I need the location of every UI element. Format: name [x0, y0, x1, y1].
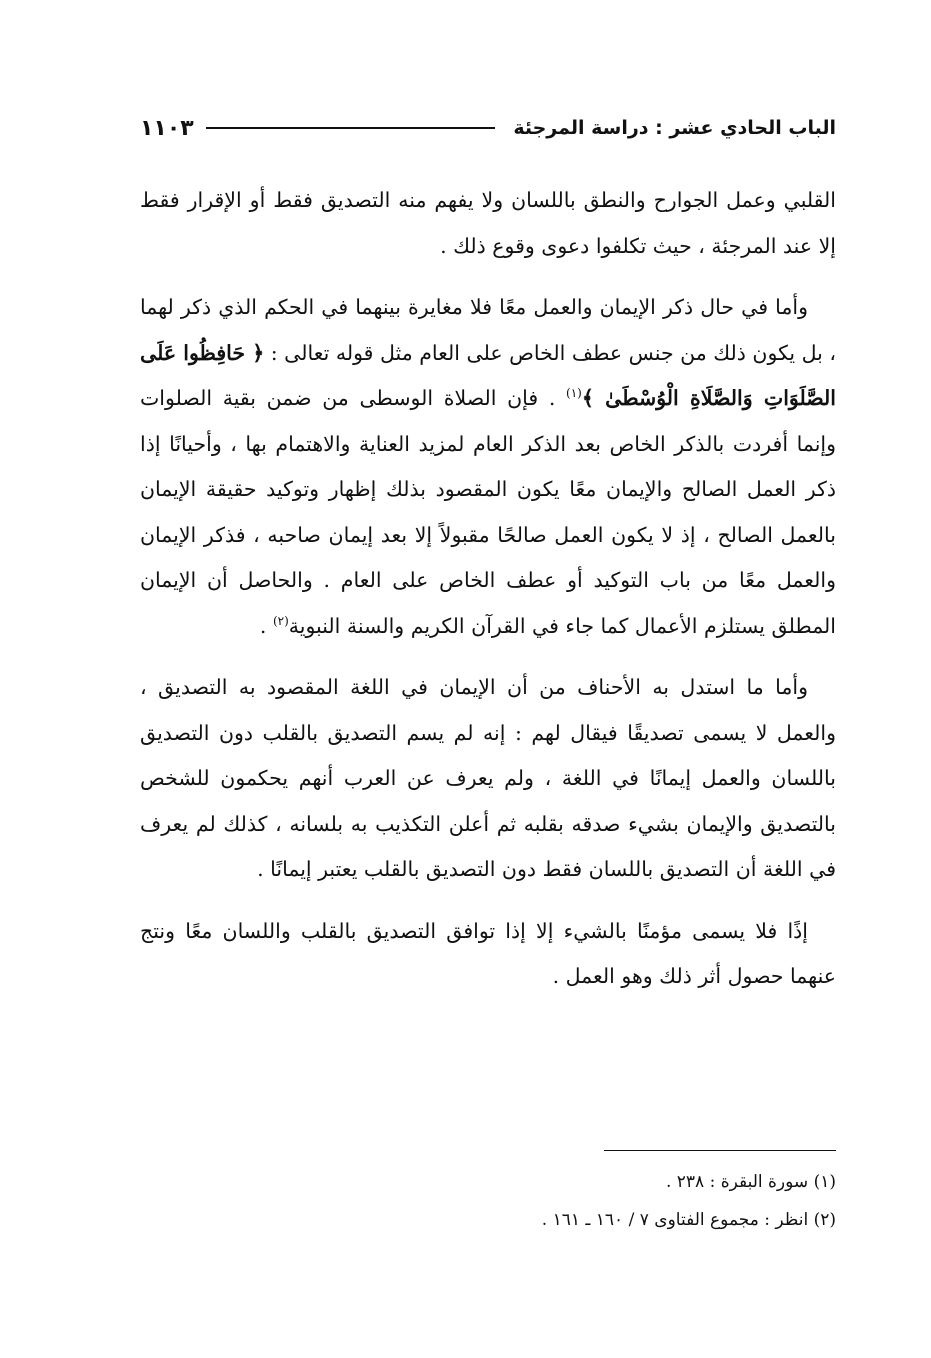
footnote-ref-1: (١): [566, 386, 582, 401]
footnote-rule: [604, 1150, 836, 1151]
paragraph-1: القلبي وعمل الجوارح والنطق باللسان ولا يفهم منه التصديق فقط أو الإقرار فقط إلا عند المرجئة ، حيث تكلفوا دعوى وقوع ذلك .: [140, 188, 836, 258]
paragraph-4: إذًا فلا يسمى مؤمنًا بالشيء إلا إذا توافق التصديق بالقلب واللسان معًا ونتج عنهما حصول أثر ذلك وهو العمل .: [140, 918, 836, 988]
paragraph-2-intro: وأما في حال ذكر الإيمان والعمل معًا فلا مغايرة بينهما في الحكم الذي ذكر لهما ، بل يكون ذلك من جنس عطف الخاص على العام مثل قوله تعالى :: [140, 295, 836, 365]
main-text: [140, 178, 836, 1000]
quran-verse: ﴿ حَافِظُوا عَلَى الصَّلَوَاتِ وَالصَّلَاةِ الْوُسْطَىٰ ﴾: [140, 340, 836, 410]
footnote-1: (١) سورة البقرة : ٢٣٨ .: [665, 1172, 836, 1192]
footnote-2: (٢) انظر : مجموع الفتاوى ٧ / ١٦٠ ـ ١٦١ .: [541, 1210, 836, 1230]
footnote-ref-2: (٢): [272, 613, 289, 628]
paragraph-2: [140, 285, 836, 649]
paragraph-3: وأما ما استدل به الأحناف من أن الإيمان في اللغة المقصود به التصديق ، والعمل لا يسمى تصديقًا فيقال لهم : إنه لم يسم التصديق بالقلب دون التصديق باللسان والعمل إيمانًا في اللغة ، ولم يعرف عن العرب أنهم يحكمون للشخص بالتصديق والإيمان بشيء صدقه بقلبه ثم أعلن التكذيب به بلسانه ، كذلك لم يعرف في اللغة أن التصديق باللسان فقط دون التصديق بالقلب يعتبر إيمانًا .: [140, 675, 836, 881]
header-rule: [206, 127, 496, 129]
running-header: [140, 108, 836, 148]
chapter-title: الباب الحادي عشر : دراسة المرجئة: [513, 117, 836, 139]
footnotes: [140, 1150, 836, 1239]
page-number: ١١٠٣: [140, 115, 194, 141]
paragraph-2-end: .: [259, 613, 273, 638]
paragraph-2-body: . فإن الصلاة الوسطى من ضمن بقية الصلوات وإنما أفردت بالذكر الخاص بعد الذكر العام لمزيد العناية والاهتمام بها ، وأحيانًا إذا ذكر العمل الصالح والإيمان معًا يكون المقصود بذلك إظهار وتوكيد حقيقة الإيمان بالعمل الصالح ، إذ لا يكون العمل صالحًا مقبولاً إلا بعد إيمان صاحبه ، فذكر الإيمان والعمل معًا من باب التوكيد أو عطف الخاص على العام . والحاصل أن الإيمان المطلق يستلزم الأعمال كما جاء في القرآن الكريم والسنة النبوية: [140, 386, 836, 638]
